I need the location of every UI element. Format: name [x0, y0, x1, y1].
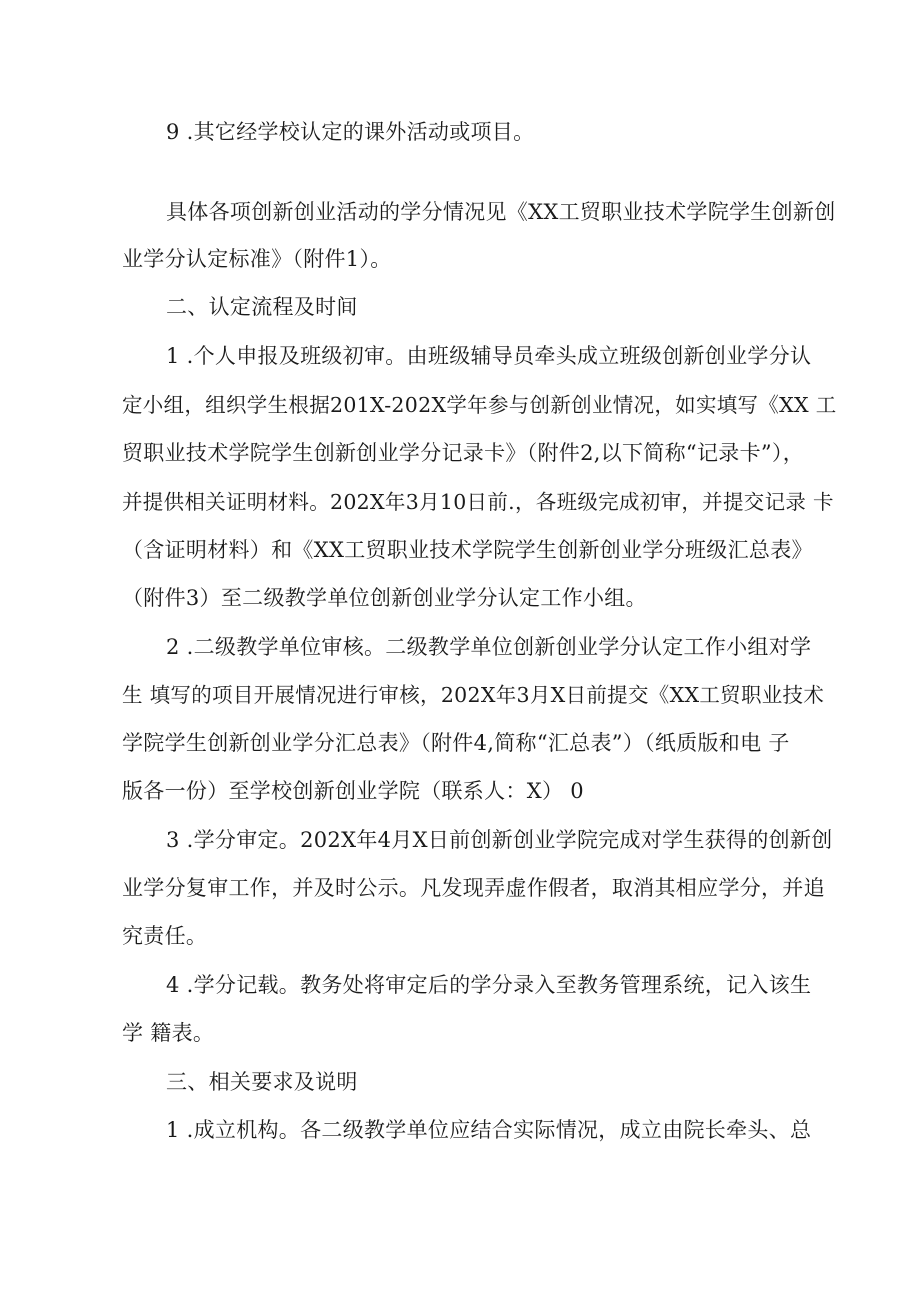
- item-3-approval-cont-1: 业学分复审工作，并及时公示。凡发现弄虚作假者，取消其相应学分，并追: [122, 876, 825, 900]
- item-1-application-cont-2: 贸职业技术学院学生创新创业学分记录卡》（附件2,以下简称“记录卡”），: [122, 441, 805, 465]
- item-1-application: 1 .个人申报及班级初审。由班级辅导员牵头成立班级创新创业学分认: [166, 344, 812, 368]
- item-1-application-cont-3: 并提供相关证明材料。202X年3月10日前.，各班级完成初审，并提交记录 卡: [122, 490, 834, 514]
- item-2-review-cont-1: 生 填写的项目开展情况进行审核，202X年3月X日前提交《XX工贸职业技术: [122, 683, 825, 707]
- item-2-review-cont-2: 学院学生创新创业学分汇总表》（附件4,简称“汇总表”）（纸质版和电 子: [122, 731, 790, 755]
- item-2-review-cont-3: 版各一份）至学校创新创业学院（联系人：X） 0: [122, 779, 584, 803]
- list-item-9: 9 .其它经学校认定的课外活动或项目。: [166, 120, 535, 144]
- item-1-application-cont-5: （附件3）至二级教学单位创新创业学分认定工作小组。: [122, 586, 647, 610]
- paragraph-credit-standard-cont: 业学分认定标准》（附件1）。: [122, 247, 392, 271]
- item-1-organization: 1 .成立机构。各二级教学单位应结合实际情况，成立由院长牵头、总: [166, 1118, 812, 1142]
- section-heading-requirements: 三、相关要求及说明: [166, 1070, 358, 1094]
- item-4-record: 4 .学分记载。教务处将审定后的学分录入至教务管理系统，记入该生: [166, 973, 812, 997]
- item-1-application-cont-4: （含证明材料）和《XX工贸职业技术学院学生创新创业学分班级汇总表》: [122, 538, 813, 562]
- item-1-application-cont-1: 定小组，组织学生根据201X-202X学年参与创新创业情况，如实填写《XX 工: [122, 393, 837, 417]
- item-4-record-cont-1: 学 籍表。: [122, 1021, 215, 1045]
- item-2-review: 2 .二级教学单位审核。二级教学单位创新创业学分认定工作小组对学: [166, 635, 812, 659]
- item-3-approval: 3 .学分审定。202X年4月X日前创新创业学院完成对学生获得的创新创: [166, 828, 833, 852]
- paragraph-credit-standard: 具体各项创新创业活动的学分情况见《XX工贸职业技术学院学生创新创: [166, 200, 836, 224]
- item-3-approval-cont-2: 究责任。: [122, 924, 208, 948]
- section-heading-process: 二、认定流程及时间: [166, 295, 358, 319]
